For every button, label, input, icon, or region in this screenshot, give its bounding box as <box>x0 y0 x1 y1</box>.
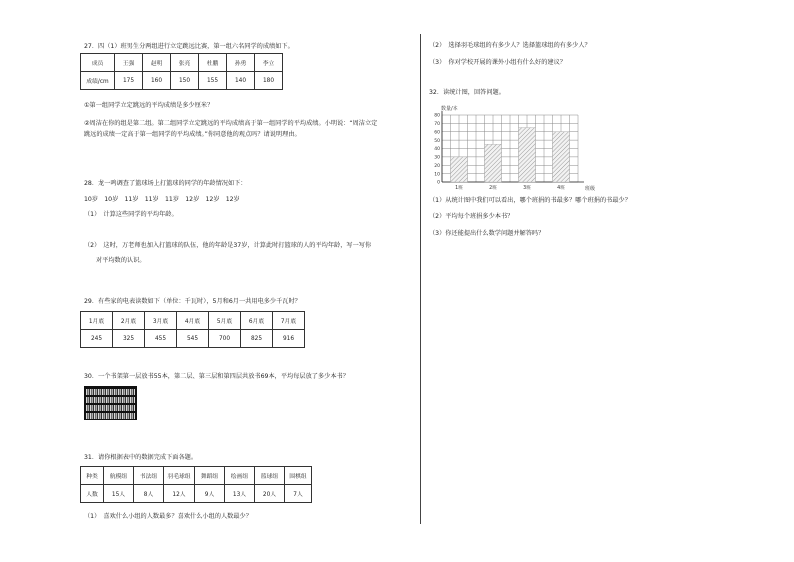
q28-sub2-line2: 对平均数的认识。 <box>96 257 146 264</box>
q29-value-cell: 700 <box>209 330 241 348</box>
q32-sub2: （2）平均每个班捐多少本书？ <box>429 213 514 220</box>
y-tick-label: 40 <box>434 147 440 153</box>
q29-table <box>80 311 305 348</box>
q29-value-cell: 825 <box>241 330 273 348</box>
q27-value-cell: 140 <box>227 72 255 90</box>
q29-header-cell: 3月底 <box>145 312 177 330</box>
y-tick-label: 0 <box>437 180 440 186</box>
y-tick-label: 20 <box>434 163 440 169</box>
q27-value-cell: 180 <box>255 72 283 90</box>
q31-header-cell: 羽毛球组 <box>164 467 195 485</box>
q31-value-cell: 8人 <box>134 485 164 503</box>
q29-header-cell: 1月底 <box>81 312 113 330</box>
q27-header-cell: 王强 <box>115 54 143 72</box>
y-tick-label: 10 <box>434 172 440 178</box>
q31-value-cell: 9人 <box>195 485 225 503</box>
q27-header-cell: 赵明 <box>143 54 171 72</box>
q32-sub1: （1）从统计图中我们可以看出，哪个班捐的书最多？哪个班捐的书最少？ <box>429 197 631 204</box>
q27-header-cell: 杜鹏 <box>199 54 227 72</box>
bar-4 <box>553 132 570 182</box>
q27-title: 27．四（1）班男生分两组进行立定跳远比赛，第一组六名同学的成绩如下。 <box>84 43 294 50</box>
q30-title: 30．一个书架第一层放书55本，第二层、第三层和第四层共放书69本，平均每层放了多少本书？ <box>84 373 349 380</box>
y-tick-label: 80 <box>434 113 440 119</box>
x-tick-label: 4班 <box>557 186 565 191</box>
x-tick-label: 2班 <box>489 186 497 191</box>
bar-1 <box>451 157 468 182</box>
x-axis-label: 班级 <box>585 186 596 192</box>
q28-sub1: （1） 计算这些同学的平均年龄。 <box>84 211 178 218</box>
q29-header-cell: 4月底 <box>177 312 209 330</box>
q29-header-cell: 6月底 <box>241 312 273 330</box>
q31-value-cell: 12人 <box>164 485 195 503</box>
q31-sub2: （2） 选择羽毛球组的有多少人？选择篮球组的有多少人？ <box>429 42 591 49</box>
q32-sub3: （3）你还能提出什么数学问题并解答吗？ <box>429 230 545 237</box>
q27-value-cell: 150 <box>171 72 199 90</box>
q27-header-cell: 成员 <box>81 54 115 72</box>
q28-sub2-line1: （2） 这时，万老师也加入打篮球的队伍，他的年龄是37岁，计算此时打篮球的人的平均年龄，写一写你 <box>84 242 372 249</box>
q31-header-cell: 篮球组 <box>255 467 285 485</box>
q31-value-cell: 20人 <box>255 485 285 503</box>
q31-header-cell: 围棋组 <box>285 467 312 485</box>
q31-value-cell: 13人 <box>225 485 255 503</box>
q27-sub1: ①第一组同学立定跳远的平均成绩是多少厘米？ <box>84 102 214 109</box>
q27-table <box>80 53 283 90</box>
bookshelf-image <box>84 386 137 420</box>
q31-value-cell: 人数 <box>81 485 104 503</box>
q28-title: 28．龙一鸣调查了篮球场上打篮球的同学的年龄情况如下： <box>84 180 247 187</box>
q31-header-cell: 种类 <box>81 467 104 485</box>
q28-ages: 10岁 10岁 11岁 11岁 11岁 12岁 12岁 12岁 <box>84 196 240 203</box>
q29-value-cell: 325 <box>113 330 145 348</box>
q27-value-cell: 155 <box>199 72 227 90</box>
q32-title: 32．读统计图，回答问题。 <box>429 89 505 96</box>
q31-sub3: （3） 你对学校开展的课外小组有什么好的建议？ <box>429 59 566 66</box>
bar-2 <box>485 144 502 182</box>
q31-sub1: （1） 喜欢什么小组的人数最多？喜欢什么小组的人数最少？ <box>84 513 252 520</box>
y-tick-label: 50 <box>434 138 440 144</box>
bar-chart <box>426 100 606 195</box>
q29-header-cell: 7月底 <box>273 312 305 330</box>
q29-value-cell: 245 <box>81 330 113 348</box>
column-divider <box>420 34 421 524</box>
y-axis-label: 数量/本 <box>441 106 458 112</box>
q31-title: 31．请你根据表中的数据完成下面各题。 <box>84 454 198 461</box>
x-tick-label: 3班 <box>523 186 531 191</box>
q27-header-cell: 张亮 <box>171 54 199 72</box>
y-tick-label: 30 <box>434 155 440 161</box>
q29-value-cell: 545 <box>177 330 209 348</box>
q27-value-cell: 175 <box>115 72 143 90</box>
q27-value-cell: 成绩/cm <box>81 72 115 90</box>
q27-header-cell: 李立 <box>255 54 283 72</box>
q31-header-cell: 舞蹈组 <box>195 467 225 485</box>
q29-header-cell: 2月底 <box>113 312 145 330</box>
q31-header-cell: 绘画组 <box>225 467 255 485</box>
q27-value-cell: 160 <box>143 72 171 90</box>
q27-sub2-line1: ②周洁在你的组是第二组。第二组同学立定跳远的平均成绩高于第一组同学的平均成绩。小明说：“周洁立定 <box>84 120 378 127</box>
q29-value-cell: 455 <box>145 330 177 348</box>
q29-value-cell: 916 <box>273 330 305 348</box>
bar-3 <box>519 128 536 182</box>
q31-header-cell: 航模组 <box>104 467 134 485</box>
x-tick-label: 1班 <box>455 186 463 191</box>
q27-header-cell: 孙勇 <box>227 54 255 72</box>
q31-value-cell: 15人 <box>104 485 134 503</box>
q27-sub2-line2: 跳远的成绩一定高于第一组同学的平均成绩。”你同意他的观点吗？请说明理由。 <box>84 131 301 138</box>
q29-title: 29．有些家的电表读数如下（单位：千瓦时），5月和6月一共用电多少千瓦时？ <box>84 298 301 305</box>
y-tick-label: 70 <box>434 122 440 128</box>
y-tick-label: 60 <box>434 130 440 136</box>
q31-table <box>80 466 312 503</box>
q29-header-cell: 5月底 <box>209 312 241 330</box>
q31-value-cell: 7人 <box>285 485 312 503</box>
q31-header-cell: 书法组 <box>134 467 164 485</box>
